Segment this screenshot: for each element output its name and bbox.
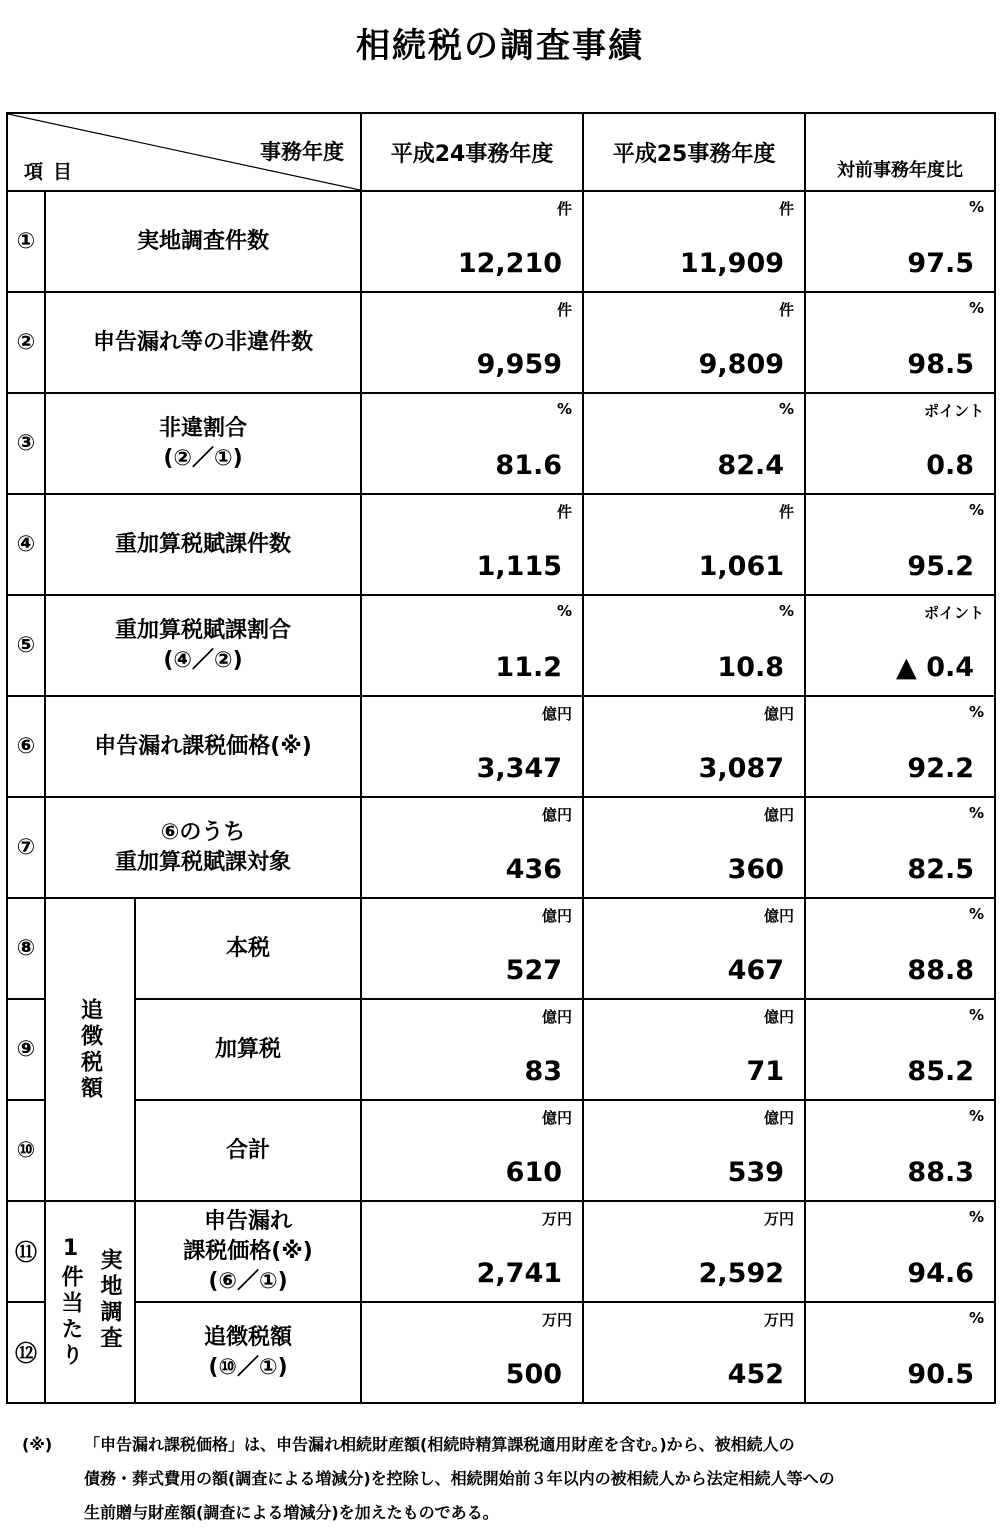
unit-label: % (557, 602, 573, 620)
unit-label: 億円 (764, 705, 795, 723)
row-number: ⑥ (7, 696, 45, 797)
value-cell-h25 (583, 191, 805, 292)
row-number: ⑦ (7, 797, 45, 898)
unit-label: % (969, 804, 985, 822)
value-cell-h24 (361, 898, 583, 999)
value-cell-h25 (583, 494, 805, 595)
footnote (22, 1428, 982, 1530)
value: 83 (524, 1056, 563, 1087)
unit-label: ポイント (924, 402, 985, 420)
unit-label: 件 (779, 200, 795, 218)
row-label: 本税 (135, 898, 361, 999)
row-label-line1: ⑥のうち (160, 819, 246, 845)
value: 11.2 (495, 652, 563, 683)
header-col-h24: 平成24事務年度 (361, 113, 583, 191)
footnote-text-1: 「申告漏れ課税価格」は、申告漏れ相続財産額(相続時精算課税適用財産を含む。)から、被相続人の (84, 1435, 795, 1454)
unit-label: 万円 (764, 1210, 795, 1228)
unit-label: % (969, 1309, 985, 1327)
unit-label: 億円 (764, 907, 795, 925)
unit-label: 万円 (764, 1311, 795, 1329)
unit-label: ポイント (924, 604, 985, 622)
value-cell-h25 (583, 595, 805, 696)
value: 12,210 (457, 248, 563, 279)
row-label-line2: 重加算税賦課対象 (115, 849, 292, 875)
table-row (7, 595, 995, 696)
row-label: 申告漏れ等の非違件数 (45, 292, 361, 393)
value-cell-h25 (583, 1302, 805, 1403)
value: 71 (746, 1056, 785, 1087)
value: 88.8 (907, 955, 975, 986)
group-per-audit-label (46, 1236, 134, 1369)
unit-label: 億円 (542, 1109, 573, 1127)
unit-label: % (969, 1107, 985, 1125)
unit-label: 件 (557, 200, 573, 218)
unit-label: % (969, 198, 985, 216)
value-cell-h24 (361, 696, 583, 797)
value: 1,115 (476, 551, 563, 582)
value: 610 (505, 1157, 563, 1188)
row-label: 合計 (135, 1100, 361, 1201)
row-label: 申告漏れ課税価格(※) (45, 696, 361, 797)
row-number: ⑨ (7, 999, 45, 1100)
value-cell-ratio (805, 1302, 995, 1403)
group-per-audit (45, 1201, 135, 1403)
unit-label: 件 (557, 301, 573, 319)
value: ▲ 0.4 (896, 652, 975, 683)
value: 360 (727, 854, 785, 885)
header-col-h25: 平成25事務年度 (583, 113, 805, 191)
row-number: ⑤ (7, 595, 45, 696)
value-cell-ratio (805, 797, 995, 898)
value-cell-ratio (805, 696, 995, 797)
group-additional-tax (45, 898, 135, 1201)
unit-label: % (969, 501, 985, 519)
row-label (135, 1302, 361, 1403)
footnote-text-3: 生前贈与財産額(調査による増減分)を加えたものである。 (84, 1503, 499, 1522)
row-label: 加算税 (135, 999, 361, 1100)
value-cell-h25 (583, 696, 805, 797)
unit-label: % (969, 703, 985, 721)
row-label-line1: 非違割合 (159, 415, 248, 441)
table-row (7, 393, 995, 494)
row-label-line1: 追徴税額 (204, 1324, 293, 1350)
value: 452 (727, 1359, 785, 1390)
row-label-line2: (②／①) (163, 445, 243, 471)
unit-label: 万円 (542, 1311, 573, 1329)
value-cell-h25 (583, 999, 805, 1100)
value-cell-h24 (361, 1100, 583, 1201)
table-row (7, 1100, 995, 1201)
row-label-line2: (④／②) (163, 647, 243, 673)
row-label: 重加算税賦課件数 (45, 494, 361, 595)
value: 9,809 (698, 349, 785, 380)
value-cell-ratio (805, 999, 995, 1100)
value: 94.6 (907, 1258, 975, 1289)
value: 98.5 (907, 349, 975, 380)
value: 82.4 (717, 450, 785, 481)
value-cell-ratio (805, 595, 995, 696)
value: 527 (505, 955, 563, 986)
unit-label: 億円 (542, 1008, 573, 1026)
value-cell-ratio (805, 494, 995, 595)
unit-label: % (557, 400, 573, 418)
value: 467 (727, 955, 785, 986)
row-number: ② (7, 292, 45, 393)
row-label-line2: (⑩／①) (208, 1354, 288, 1380)
row-number: ③ (7, 393, 45, 494)
value-cell-h25 (583, 393, 805, 494)
row-label-line3: (⑥／①) (208, 1268, 288, 1294)
value: 500 (505, 1359, 563, 1390)
value-cell-ratio (805, 1100, 995, 1201)
row-label (45, 797, 361, 898)
table-row (7, 1302, 995, 1403)
unit-label: 億円 (764, 806, 795, 824)
value-cell-ratio (805, 1201, 995, 1302)
value-cell-h24 (361, 494, 583, 595)
value: 85.2 (907, 1056, 975, 1087)
unit-label: 億円 (542, 806, 573, 824)
unit-label: % (969, 905, 985, 923)
row-number: ④ (7, 494, 45, 595)
value: 0.8 (926, 450, 975, 481)
unit-label: 億円 (764, 1109, 795, 1127)
value: 539 (727, 1157, 785, 1188)
value: 10.8 (717, 652, 785, 683)
value-cell-h24 (361, 393, 583, 494)
table-row (7, 191, 995, 292)
row-label (45, 595, 361, 696)
row-label-line2: 課税価格(※) (183, 1238, 313, 1264)
value-cell-h25 (583, 292, 805, 393)
value-cell-h25 (583, 1100, 805, 1201)
value-cell-ratio (805, 292, 995, 393)
value: 3,347 (476, 753, 563, 784)
footnote-line1 (22, 1428, 982, 1462)
unit-label: 億円 (764, 1008, 795, 1026)
unit-label: 億円 (542, 705, 573, 723)
header-corner-cell (7, 113, 361, 191)
unit-label: 件 (557, 503, 573, 521)
unit-label: 件 (779, 301, 795, 319)
unit-label: 億円 (542, 907, 573, 925)
row-number: ⑫ (7, 1302, 45, 1403)
value-cell-h25 (583, 898, 805, 999)
header-fiscal-year-label: 事務年度 (260, 140, 345, 164)
value: 92.2 (907, 753, 975, 784)
value: 2,592 (698, 1258, 785, 1289)
footnote-text-2: 債務・葬式費用の額(調査による増減分)を控除し、相続開始前３年以内の被相続人から法定相続人等への (84, 1469, 835, 1488)
table-row (7, 898, 995, 999)
header-row (7, 113, 995, 191)
tax-audit-table (6, 112, 996, 1404)
value: 88.3 (907, 1157, 975, 1188)
unit-label: % (969, 1208, 985, 1226)
value-cell-h24 (361, 191, 583, 292)
value-cell-h24 (361, 292, 583, 393)
group-per-audit-label-2: 実地調査 (97, 1247, 122, 1352)
value: 11,909 (679, 248, 785, 279)
unit-label: % (779, 602, 795, 620)
value-cell-ratio (805, 393, 995, 494)
table-row (7, 292, 995, 393)
unit-label: % (969, 1006, 985, 1024)
header-item-label: 項目 (24, 161, 83, 183)
value-cell-h25 (583, 1201, 805, 1302)
unit-label: % (969, 299, 985, 317)
row-label (135, 1201, 361, 1302)
value-cell-h24 (361, 999, 583, 1100)
table-row (7, 797, 995, 898)
header-col-ratio-label: 対前事務年度比 (837, 160, 964, 181)
group-per-audit-label-1: 1件当たり (58, 1235, 83, 1369)
value-cell-h24 (361, 797, 583, 898)
value: 90.5 (907, 1359, 975, 1390)
row-label-line1: 重加算税賦課割合 (115, 617, 292, 643)
value: 82.5 (907, 854, 975, 885)
value: 436 (505, 854, 563, 885)
unit-label: 万円 (542, 1210, 573, 1228)
row-number: ① (7, 191, 45, 292)
group-additional-tax-label: 追徴税額 (77, 997, 103, 1102)
value: 81.6 (495, 450, 563, 481)
header-col-ratio (805, 113, 995, 191)
value: 97.5 (907, 248, 975, 279)
table-row (7, 999, 995, 1100)
row-number: ⑩ (7, 1100, 45, 1201)
page-title: 相続税の調査事績 (356, 26, 644, 66)
value-cell-h24 (361, 595, 583, 696)
row-label-line1: 申告漏れ (204, 1208, 293, 1234)
row-label: 実地調査件数 (45, 191, 361, 292)
value: 95.2 (907, 551, 975, 582)
value-cell-h24 (361, 1302, 583, 1403)
value-cell-ratio (805, 191, 995, 292)
table-row (7, 1201, 995, 1302)
row-number: ⑧ (7, 898, 45, 999)
table-row (7, 696, 995, 797)
unit-label: 件 (779, 503, 795, 521)
value-cell-h25 (583, 797, 805, 898)
row-label (45, 393, 361, 494)
value-cell-ratio (805, 898, 995, 999)
value: 9,959 (476, 349, 563, 380)
value-cell-h24 (361, 1201, 583, 1302)
row-number: ⑪ (7, 1201, 45, 1302)
footnote-mark: (※) (22, 1435, 53, 1454)
value: 1,061 (698, 551, 785, 582)
value: 2,741 (476, 1258, 563, 1289)
value: 3,087 (698, 753, 785, 784)
table-row (7, 494, 995, 595)
unit-label: % (779, 400, 795, 418)
